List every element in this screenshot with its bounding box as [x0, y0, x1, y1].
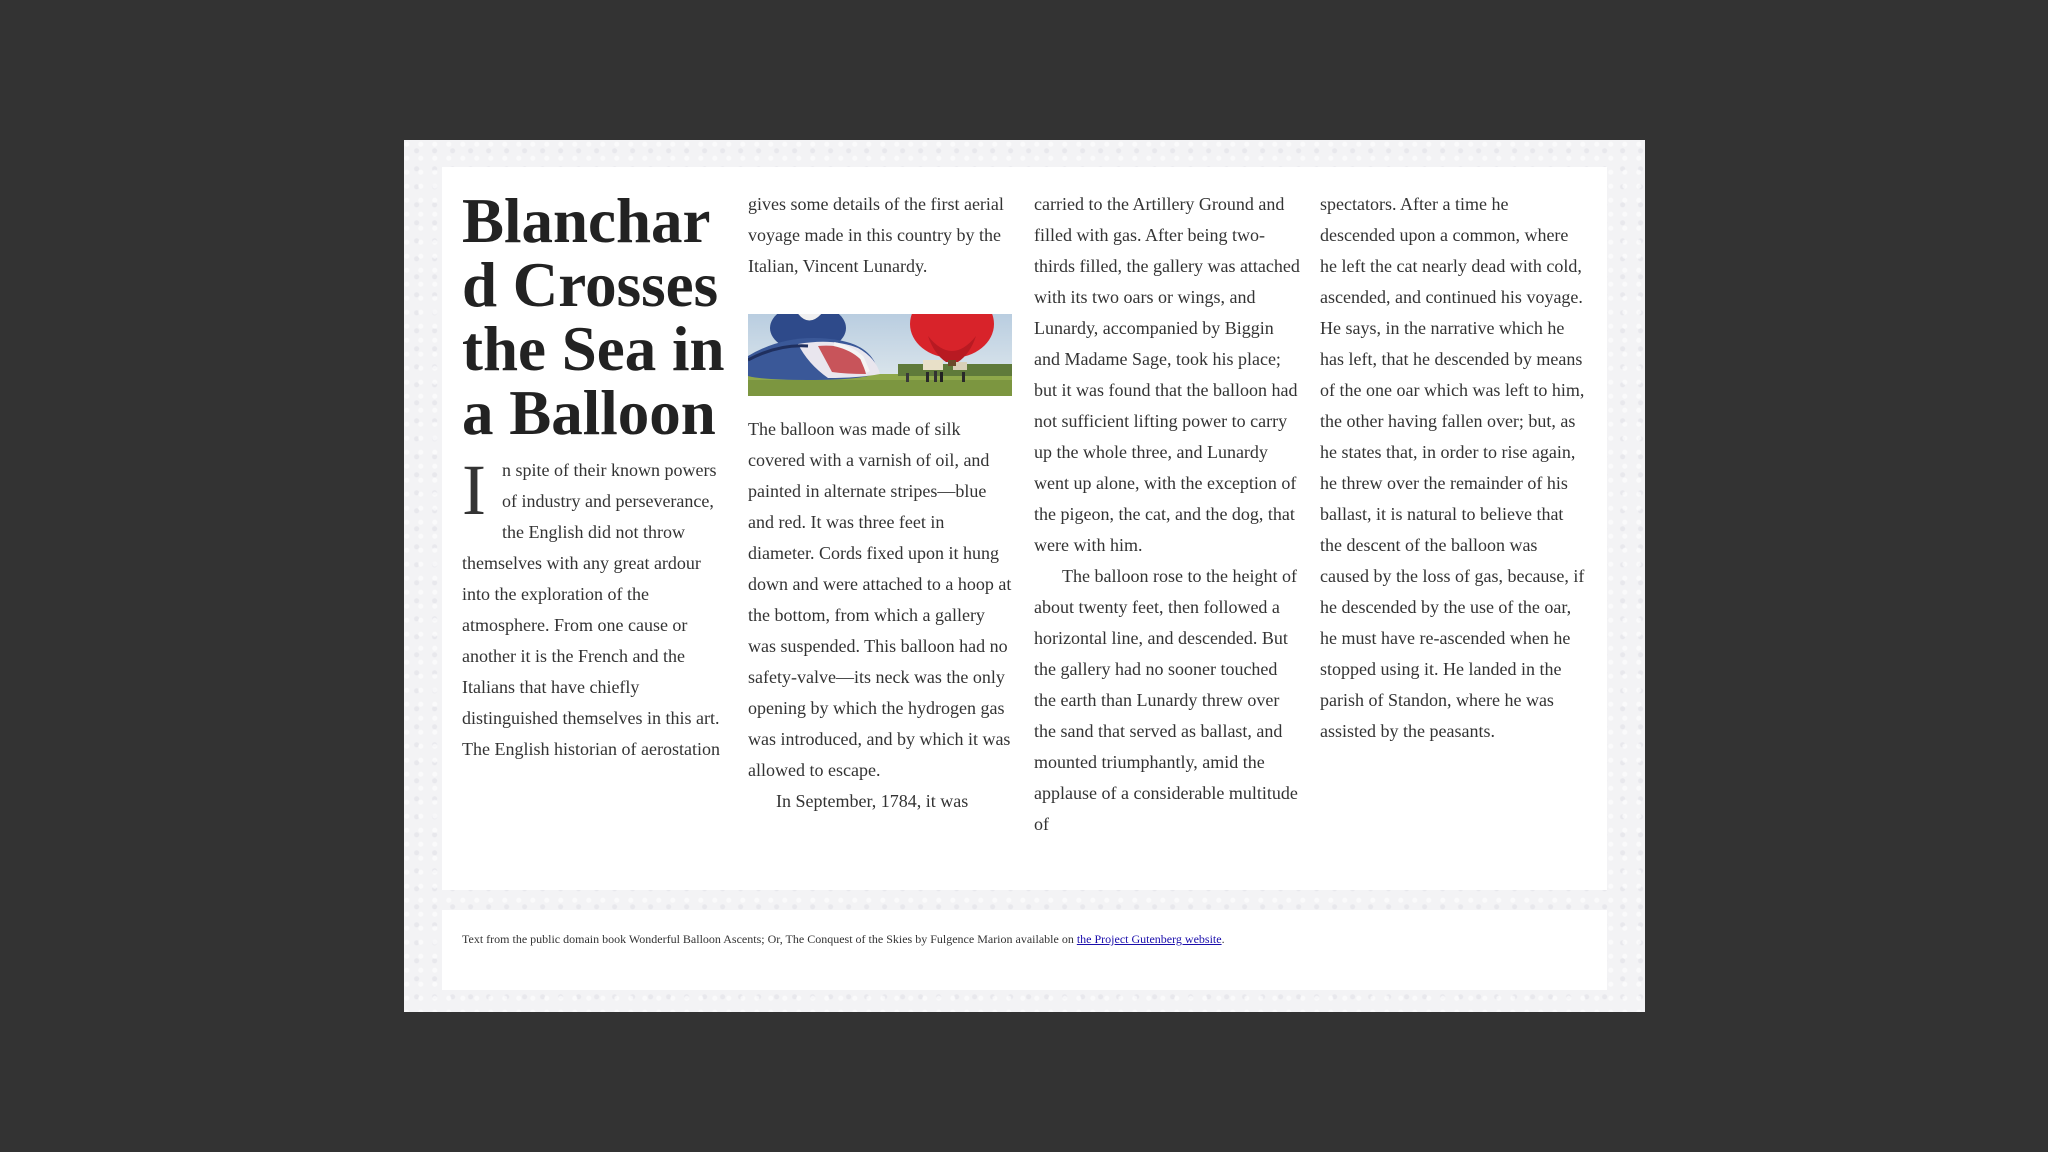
project-gutenberg-link[interactable]: the Project Gutenberg website: [1076, 932, 1222, 946]
article: [442, 167, 1607, 890]
paragraph-continuation: gives some details of the first aerial voyage made in this country by the Italian, Vincent Lunardy.: [748, 194, 1004, 276]
drop-cap: I: [462, 450, 486, 530]
paragraph-balloon-description: The balloon was made of silk covered with a varnish of oil, and painted in alternate stripes—blue and red. It was three feet in diameter. Cords fixed upon it hung down and were attached to a hoop at the bottom, from which a gallery was suspended. This balloon had no safety-valve—its neck was the only opening by which the hydrogen gas was introduced, and by which it was allowed to escape.: [748, 419, 1012, 780]
article-column-4: [1320, 189, 1586, 747]
paragraph-spectators: spectators. After a time he descended upon a common, where he left the cat nearly dead with cold, ascended, and continued his voyage. He says, in the narrative which he has left, that he descended by means of the one oar which was left to him, the other having fallen over; but, as he states that, in order to rise again, he threw over the remainder of his ballast, it is natural to believe that the descent of the balloon was caused by the loss of gas, because, if he descended by the use of the oar, he must have re-ascended when he stopped using it. He landed in the parish of Standon, where he was assisted by the peasants.: [1320, 194, 1585, 741]
article-column-2: [748, 189, 1014, 817]
article-column-3: [1034, 189, 1300, 840]
intro-text: n spite of their known powers of industry and perseverance, the English did not throw themselves with any great ardour into the exploration of the atmosphere. From one cause or another it is the French and the Italians that have chiefly distinguished themselves in this art. The English historian of aerostation: [462, 460, 720, 759]
headline: Blanchard Crosses the Sea in a Balloon: [462, 186, 725, 448]
paragraph-artillery-ground: carried to the Artillery Ground and filled with gas. After being two-thirds filled, the gallery was attached with its two oars or wings, and Lunardy, accompanied by Biggin and Madame Sage, took his place; but it was found that the balloon had not sufficient lifting power to carry up the whole three, and Lunardy went up alone, with the exception of the pigeon, the cat, and the dog, that were with him.: [1034, 194, 1300, 555]
article-column-1: [462, 186, 728, 765]
footer-trailing: .: [1221, 932, 1225, 946]
footer: [442, 910, 1607, 990]
hot-air-balloons-photo: [748, 314, 1012, 396]
footer-text: Text from the public domain book Wonderful Balloon Ascents; Or, The Conquest of the Skies by Fulgence Marion available on: [462, 932, 1074, 946]
page-frame: [404, 140, 1645, 1012]
footer-attribution: [462, 930, 1225, 948]
paragraph-balloon-rose: The balloon rose to the height of about twenty feet, then followed a horizontal line, and descended. But the gallery had no sooner touched the earth than Lunardy threw over the sand that served as ballast, and mounted triumphantly, amid the applause of a considerable multitude of: [1034, 566, 1298, 834]
paragraph-september: In September, 1784, it was: [776, 791, 969, 811]
article-intro-paragraph: [462, 450, 728, 765]
